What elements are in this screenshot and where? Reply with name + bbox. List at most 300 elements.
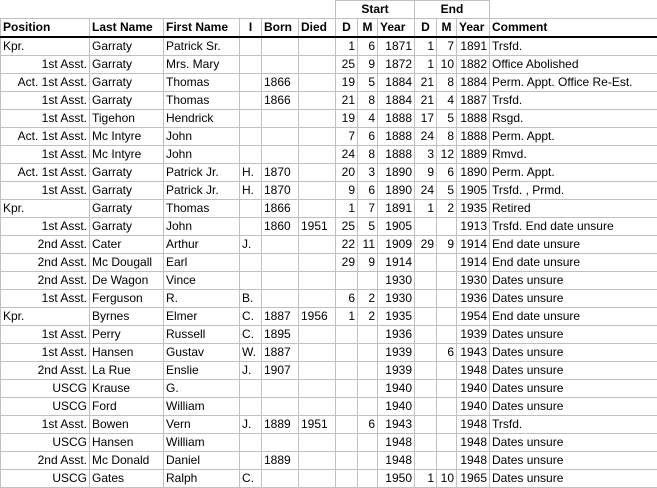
cell-initial[interactable]: J. [240, 416, 262, 434]
cell-initial[interactable]: H. [240, 164, 262, 182]
cell-position[interactable]: 1st Asst. [1, 110, 90, 128]
cell-end-day[interactable]: 24 [415, 128, 437, 146]
cell-last-name[interactable]: La Rue [90, 362, 164, 380]
cell-comment[interactable]: Trsfd. [490, 416, 657, 434]
cell-start-month[interactable]: 11 [358, 236, 378, 254]
cell-start-year[interactable]: 1914 [378, 254, 415, 272]
cell-start-year[interactable]: 1872 [378, 56, 415, 74]
cell-end-month[interactable]: 10 [437, 470, 457, 488]
cell-died[interactable] [299, 92, 336, 110]
cell-comment[interactable]: Rsgd. [490, 110, 657, 128]
cell-comment[interactable]: End date unsure [490, 236, 657, 254]
cell-end-day[interactable] [415, 452, 437, 470]
cell-start-month[interactable]: 2 [358, 308, 378, 326]
cell-end-month[interactable]: 8 [437, 128, 457, 146]
cell-start-day[interactable] [336, 344, 358, 362]
cell-start-year[interactable]: 1948 [378, 434, 415, 452]
cell-initial[interactable]: C. [240, 308, 262, 326]
cell-last-name[interactable]: Garraty [90, 182, 164, 200]
cell-start-day[interactable]: 1 [336, 308, 358, 326]
cell-position[interactable]: 1st Asst. [1, 218, 90, 236]
cell-start-year[interactable]: 1884 [378, 74, 415, 92]
cell-initial[interactable] [240, 254, 262, 272]
cell-end-month[interactable] [437, 416, 457, 434]
cell-start-day[interactable]: 9 [336, 182, 358, 200]
cell-died[interactable] [299, 272, 336, 290]
cell-last-name[interactable]: Perry [90, 326, 164, 344]
cell-end-day[interactable]: 21 [415, 74, 437, 92]
cell-born[interactable]: 1866 [262, 200, 299, 218]
cell-born[interactable]: 1870 [262, 182, 299, 200]
cell-first-name[interactable]: Thomas [164, 92, 240, 110]
cell-start-year[interactable]: 1888 [378, 128, 415, 146]
cell-end-year[interactable]: 1930 [457, 272, 490, 290]
cell-end-year[interactable]: 1940 [457, 380, 490, 398]
cell-end-month[interactable]: 7 [437, 37, 457, 56]
cell-start-year[interactable]: 1890 [378, 182, 415, 200]
cell-born[interactable]: 1889 [262, 416, 299, 434]
cell-born[interactable] [262, 56, 299, 74]
cell-start-month[interactable] [358, 344, 378, 362]
cell-position[interactable]: 1st Asst. [1, 344, 90, 362]
cell-start-month[interactable] [358, 326, 378, 344]
cell-position[interactable]: Act. 1st Asst. [1, 128, 90, 146]
cell-end-month[interactable] [437, 308, 457, 326]
cell-comment[interactable]: Trsfd. [490, 92, 657, 110]
cell-comment[interactable]: Retired [490, 200, 657, 218]
cell-end-month[interactable]: 4 [437, 92, 457, 110]
cell-born[interactable]: 1895 [262, 326, 299, 344]
cell-end-day[interactable] [415, 398, 437, 416]
cell-position[interactable]: 1st Asst. [1, 92, 90, 110]
cell-position[interactable]: 2nd Asst. [1, 452, 90, 470]
cell-start-year[interactable]: 1940 [378, 380, 415, 398]
cell-last-name[interactable]: Hansen [90, 434, 164, 452]
cell-initial[interactable] [240, 92, 262, 110]
cell-end-month[interactable] [437, 218, 457, 236]
cell-last-name[interactable]: Byrnes [90, 308, 164, 326]
cell-last-name[interactable]: Ford [90, 398, 164, 416]
cell-comment[interactable]: Dates unsure [490, 470, 657, 488]
cell-died[interactable]: 1951 [299, 218, 336, 236]
cell-end-day[interactable] [415, 344, 437, 362]
cell-start-year[interactable]: 1930 [378, 290, 415, 308]
cell-start-month[interactable]: 6 [358, 37, 378, 56]
cell-initial[interactable]: C. [240, 470, 262, 488]
cell-end-day[interactable]: 9 [415, 164, 437, 182]
cell-position[interactable]: 1st Asst. [1, 146, 90, 164]
cell-start-year[interactable]: 1884 [378, 92, 415, 110]
cell-born[interactable]: 1887 [262, 308, 299, 326]
cell-end-day[interactable] [415, 434, 437, 452]
cell-start-month[interactable]: 5 [358, 218, 378, 236]
cell-died[interactable] [299, 164, 336, 182]
cell-died[interactable] [299, 344, 336, 362]
cell-start-year[interactable]: 1936 [378, 326, 415, 344]
cell-end-year[interactable]: 1948 [457, 362, 490, 380]
cell-last-name[interactable]: Garraty [90, 74, 164, 92]
cell-end-month[interactable] [437, 254, 457, 272]
cell-first-name[interactable]: Daniel [164, 452, 240, 470]
cell-died[interactable]: 1956 [299, 308, 336, 326]
cell-end-year[interactable]: 1935 [457, 200, 490, 218]
cell-position[interactable]: USCG [1, 434, 90, 452]
cell-end-year[interactable]: 1882 [457, 56, 490, 74]
cell-last-name[interactable]: Mc Donald [90, 452, 164, 470]
cell-position[interactable]: 2nd Asst. [1, 236, 90, 254]
cell-start-month[interactable] [358, 272, 378, 290]
cell-last-name[interactable]: Garraty [90, 218, 164, 236]
cell-end-month[interactable] [437, 362, 457, 380]
cell-died[interactable] [299, 37, 336, 56]
cell-born[interactable] [262, 434, 299, 452]
cell-position[interactable]: 1st Asst. [1, 56, 90, 74]
cell-start-month[interactable] [358, 398, 378, 416]
cell-start-day[interactable]: 19 [336, 110, 358, 128]
cell-last-name[interactable]: Mc Intyre [90, 128, 164, 146]
cell-start-year[interactable]: 1905 [378, 218, 415, 236]
cell-end-year[interactable]: 1890 [457, 164, 490, 182]
cell-born[interactable] [262, 470, 299, 488]
cell-end-month[interactable] [437, 272, 457, 290]
cell-comment[interactable]: Dates unsure [490, 398, 657, 416]
cell-died[interactable] [299, 110, 336, 128]
cell-position[interactable]: USCG [1, 398, 90, 416]
cell-died[interactable] [299, 434, 336, 452]
cell-start-month[interactable]: 4 [358, 110, 378, 128]
cell-initial[interactable]: J. [240, 362, 262, 380]
cell-position[interactable]: 1st Asst. [1, 182, 90, 200]
cell-end-year[interactable]: 1948 [457, 416, 490, 434]
cell-end-year[interactable]: 1936 [457, 290, 490, 308]
cell-last-name[interactable]: Garraty [90, 200, 164, 218]
cell-first-name[interactable]: Patrick Sr. [164, 37, 240, 56]
cell-initial[interactable] [240, 218, 262, 236]
cell-start-day[interactable]: 1 [336, 37, 358, 56]
cell-died[interactable] [299, 128, 336, 146]
cell-comment[interactable]: Dates unsure [490, 380, 657, 398]
cell-start-day[interactable]: 1 [336, 200, 358, 218]
cell-comment[interactable]: Perm. Appt. [490, 128, 657, 146]
cell-end-day[interactable]: 24 [415, 182, 437, 200]
cell-end-month[interactable]: 6 [437, 344, 457, 362]
cell-start-day[interactable] [336, 470, 358, 488]
cell-initial[interactable] [240, 272, 262, 290]
cell-start-day[interactable]: 20 [336, 164, 358, 182]
cell-start-year[interactable]: 1948 [378, 452, 415, 470]
cell-start-day[interactable] [336, 434, 358, 452]
cell-comment[interactable]: Rmvd. [490, 146, 657, 164]
cell-start-month[interactable] [358, 380, 378, 398]
cell-initial[interactable] [240, 56, 262, 74]
cell-comment[interactable]: Trsfd. [490, 37, 657, 56]
cell-initial[interactable] [240, 398, 262, 416]
cell-start-day[interactable]: 7 [336, 128, 358, 146]
cell-initial[interactable] [240, 128, 262, 146]
cell-comment[interactable]: Trsfd. End date unsure [490, 218, 657, 236]
cell-start-day[interactable] [336, 362, 358, 380]
cell-end-year[interactable]: 1948 [457, 434, 490, 452]
cell-comment[interactable]: Perm. Appt. Office Re-Est. [490, 74, 657, 92]
cell-start-day[interactable] [336, 272, 358, 290]
cell-initial[interactable] [240, 37, 262, 56]
cell-first-name[interactable]: Russell [164, 326, 240, 344]
cell-end-year[interactable]: 1888 [457, 128, 490, 146]
cell-position[interactable]: 1st Asst. [1, 290, 90, 308]
cell-start-month[interactable]: 8 [358, 92, 378, 110]
cell-start-month[interactable] [358, 470, 378, 488]
cell-start-year[interactable]: 1871 [378, 37, 415, 56]
cell-died[interactable] [299, 398, 336, 416]
cell-initial[interactable] [240, 110, 262, 128]
cell-first-name[interactable]: Vince [164, 272, 240, 290]
cell-end-day[interactable] [415, 308, 437, 326]
cell-end-month[interactable]: 5 [437, 110, 457, 128]
cell-comment[interactable]: Dates unsure [490, 326, 657, 344]
cell-end-day[interactable] [415, 272, 437, 290]
cell-died[interactable] [299, 74, 336, 92]
cell-start-day[interactable]: 6 [336, 290, 358, 308]
cell-end-month[interactable] [437, 434, 457, 452]
cell-end-day[interactable]: 1 [415, 200, 437, 218]
cell-start-day[interactable] [336, 452, 358, 470]
cell-position[interactable]: USCG [1, 470, 90, 488]
cell-born[interactable]: 1889 [262, 452, 299, 470]
cell-end-day[interactable]: 1 [415, 56, 437, 74]
cell-end-month[interactable] [437, 326, 457, 344]
cell-end-day[interactable] [415, 362, 437, 380]
cell-end-day[interactable]: 29 [415, 236, 437, 254]
cell-start-month[interactable]: 8 [358, 146, 378, 164]
cell-start-month[interactable]: 7 [358, 200, 378, 218]
cell-end-year[interactable]: 1940 [457, 398, 490, 416]
cell-last-name[interactable]: Gates [90, 470, 164, 488]
cell-born[interactable] [262, 37, 299, 56]
cell-comment[interactable]: Dates unsure [490, 290, 657, 308]
cell-first-name[interactable]: Hendrick [164, 110, 240, 128]
cell-initial[interactable]: B. [240, 290, 262, 308]
cell-comment[interactable]: Dates unsure [490, 434, 657, 452]
cell-first-name[interactable]: William [164, 434, 240, 452]
cell-first-name[interactable]: Earl [164, 254, 240, 272]
cell-born[interactable]: 1907 [262, 362, 299, 380]
cell-position[interactable]: USCG [1, 380, 90, 398]
cell-end-month[interactable]: 12 [437, 146, 457, 164]
cell-start-day[interactable]: 21 [336, 92, 358, 110]
cell-start-year[interactable]: 1943 [378, 416, 415, 434]
cell-end-month[interactable] [437, 452, 457, 470]
cell-start-year[interactable]: 1890 [378, 164, 415, 182]
cell-initial[interactable] [240, 434, 262, 452]
cell-first-name[interactable]: Thomas [164, 74, 240, 92]
cell-initial[interactable]: J. [240, 236, 262, 254]
cell-initial[interactable] [240, 74, 262, 92]
cell-comment[interactable]: Perm. Appt. [490, 164, 657, 182]
cell-died[interactable]: 1951 [299, 416, 336, 434]
cell-end-day[interactable]: 21 [415, 92, 437, 110]
cell-start-day[interactable] [336, 416, 358, 434]
cell-initial[interactable]: C. [240, 326, 262, 344]
cell-end-year[interactable]: 1954 [457, 308, 490, 326]
cell-first-name[interactable]: Enslie [164, 362, 240, 380]
cell-position[interactable]: Act. 1st Asst. [1, 164, 90, 182]
cell-initial[interactable] [240, 380, 262, 398]
cell-start-day[interactable]: 19 [336, 74, 358, 92]
cell-died[interactable] [299, 470, 336, 488]
cell-start-month[interactable]: 6 [358, 416, 378, 434]
cell-start-day[interactable]: 24 [336, 146, 358, 164]
cell-start-month[interactable] [358, 434, 378, 452]
cell-born[interactable]: 1860 [262, 218, 299, 236]
cell-end-day[interactable] [415, 290, 437, 308]
cell-first-name[interactable]: John [164, 128, 240, 146]
cell-start-day[interactable]: 25 [336, 56, 358, 74]
cell-born[interactable] [262, 146, 299, 164]
cell-end-day[interactable] [415, 380, 437, 398]
cell-initial[interactable] [240, 452, 262, 470]
cell-born[interactable] [262, 110, 299, 128]
cell-start-day[interactable]: 22 [336, 236, 358, 254]
cell-first-name[interactable]: R. [164, 290, 240, 308]
cell-start-year[interactable]: 1909 [378, 236, 415, 254]
cell-last-name[interactable]: Ferguson [90, 290, 164, 308]
cell-born[interactable] [262, 380, 299, 398]
cell-born[interactable] [262, 290, 299, 308]
cell-born[interactable]: 1866 [262, 92, 299, 110]
cell-end-year[interactable]: 1891 [457, 37, 490, 56]
cell-comment[interactable]: Dates unsure [490, 344, 657, 362]
cell-start-day[interactable]: 25 [336, 218, 358, 236]
cell-first-name[interactable]: G. [164, 380, 240, 398]
cell-first-name[interactable]: John [164, 146, 240, 164]
cell-start-year[interactable]: 1888 [378, 110, 415, 128]
cell-initial[interactable] [240, 200, 262, 218]
cell-end-month[interactable]: 6 [437, 164, 457, 182]
cell-first-name[interactable]: Patrick Jr. [164, 182, 240, 200]
cell-position[interactable]: 2nd Asst. [1, 362, 90, 380]
cell-born[interactable]: 1870 [262, 164, 299, 182]
cell-comment[interactable]: Dates unsure [490, 362, 657, 380]
cell-position[interactable]: Kpr. [1, 37, 90, 56]
cell-end-year[interactable]: 1939 [457, 326, 490, 344]
cell-start-year[interactable]: 1939 [378, 362, 415, 380]
cell-start-month[interactable]: 9 [358, 254, 378, 272]
cell-start-year[interactable]: 1930 [378, 272, 415, 290]
cell-end-day[interactable] [415, 416, 437, 434]
cell-first-name[interactable]: John [164, 218, 240, 236]
cell-start-year[interactable]: 1891 [378, 200, 415, 218]
cell-initial[interactable]: H. [240, 182, 262, 200]
cell-died[interactable] [299, 380, 336, 398]
cell-end-year[interactable]: 1965 [457, 470, 490, 488]
cell-end-year[interactable]: 1884 [457, 74, 490, 92]
cell-first-name[interactable]: Patrick Jr. [164, 164, 240, 182]
cell-end-month[interactable]: 2 [437, 200, 457, 218]
cell-born[interactable] [262, 128, 299, 146]
cell-start-month[interactable]: 9 [358, 56, 378, 74]
cell-born[interactable] [262, 236, 299, 254]
cell-position[interactable]: 1st Asst. [1, 326, 90, 344]
cell-position[interactable]: 2nd Asst. [1, 272, 90, 290]
cell-end-day[interactable]: 17 [415, 110, 437, 128]
cell-end-year[interactable]: 1888 [457, 110, 490, 128]
cell-comment[interactable]: Dates unsure [490, 452, 657, 470]
cell-start-month[interactable]: 6 [358, 182, 378, 200]
cell-start-day[interactable]: 29 [336, 254, 358, 272]
cell-last-name[interactable]: De Wagon [90, 272, 164, 290]
cell-comment[interactable]: End date unsure [490, 308, 657, 326]
cell-comment[interactable]: Office Abolished [490, 56, 657, 74]
cell-died[interactable] [299, 254, 336, 272]
cell-end-month[interactable]: 8 [437, 74, 457, 92]
cell-start-day[interactable] [336, 398, 358, 416]
cell-position[interactable]: Kpr. [1, 200, 90, 218]
cell-born[interactable] [262, 272, 299, 290]
cell-end-month[interactable]: 10 [437, 56, 457, 74]
cell-born[interactable] [262, 398, 299, 416]
cell-start-month[interactable]: 3 [358, 164, 378, 182]
cell-last-name[interactable]: Cater [90, 236, 164, 254]
cell-last-name[interactable]: Hansen [90, 344, 164, 362]
cell-start-day[interactable] [336, 380, 358, 398]
cell-end-month[interactable]: 5 [437, 182, 457, 200]
cell-died[interactable] [299, 200, 336, 218]
cell-end-year[interactable]: 1887 [457, 92, 490, 110]
cell-first-name[interactable]: Thomas [164, 200, 240, 218]
cell-comment[interactable]: Trsfd. , Prmd. [490, 182, 657, 200]
cell-end-year[interactable]: 1943 [457, 344, 490, 362]
cell-end-day[interactable]: 1 [415, 470, 437, 488]
cell-last-name[interactable]: Garraty [90, 37, 164, 56]
cell-born[interactable]: 1887 [262, 344, 299, 362]
cell-start-year[interactable]: 1935 [378, 308, 415, 326]
cell-first-name[interactable]: Arthur [164, 236, 240, 254]
cell-last-name[interactable]: Tigehon [90, 110, 164, 128]
cell-position[interactable]: 1st Asst. [1, 416, 90, 434]
cell-died[interactable] [299, 362, 336, 380]
cell-start-month[interactable]: 6 [358, 128, 378, 146]
cell-start-month[interactable] [358, 362, 378, 380]
cell-end-month[interactable]: 9 [437, 236, 457, 254]
cell-end-day[interactable]: 1 [415, 37, 437, 56]
cell-end-year[interactable]: 1914 [457, 254, 490, 272]
cell-end-year[interactable]: 1905 [457, 182, 490, 200]
cell-end-day[interactable] [415, 254, 437, 272]
cell-position[interactable]: 2nd Asst. [1, 254, 90, 272]
cell-start-day[interactable] [336, 326, 358, 344]
cell-died[interactable] [299, 236, 336, 254]
cell-start-year[interactable]: 1888 [378, 146, 415, 164]
cell-end-month[interactable] [437, 398, 457, 416]
cell-first-name[interactable]: Ralph [164, 470, 240, 488]
cell-first-name[interactable]: William [164, 398, 240, 416]
cell-died[interactable] [299, 56, 336, 74]
cell-last-name[interactable]: Mc Intyre [90, 146, 164, 164]
cell-first-name[interactable]: Elmer [164, 308, 240, 326]
cell-died[interactable] [299, 326, 336, 344]
cell-died[interactable] [299, 146, 336, 164]
cell-position[interactable]: Kpr. [1, 308, 90, 326]
cell-comment[interactable]: End date unsure [490, 254, 657, 272]
cell-position[interactable]: Act. 1st Asst. [1, 74, 90, 92]
cell-end-day[interactable]: 3 [415, 146, 437, 164]
cell-initial[interactable] [240, 146, 262, 164]
cell-first-name[interactable]: Vern [164, 416, 240, 434]
cell-initial[interactable]: W. [240, 344, 262, 362]
cell-first-name[interactable]: Mrs. Mary [164, 56, 240, 74]
cell-end-year[interactable]: 1948 [457, 452, 490, 470]
cell-end-month[interactable] [437, 290, 457, 308]
